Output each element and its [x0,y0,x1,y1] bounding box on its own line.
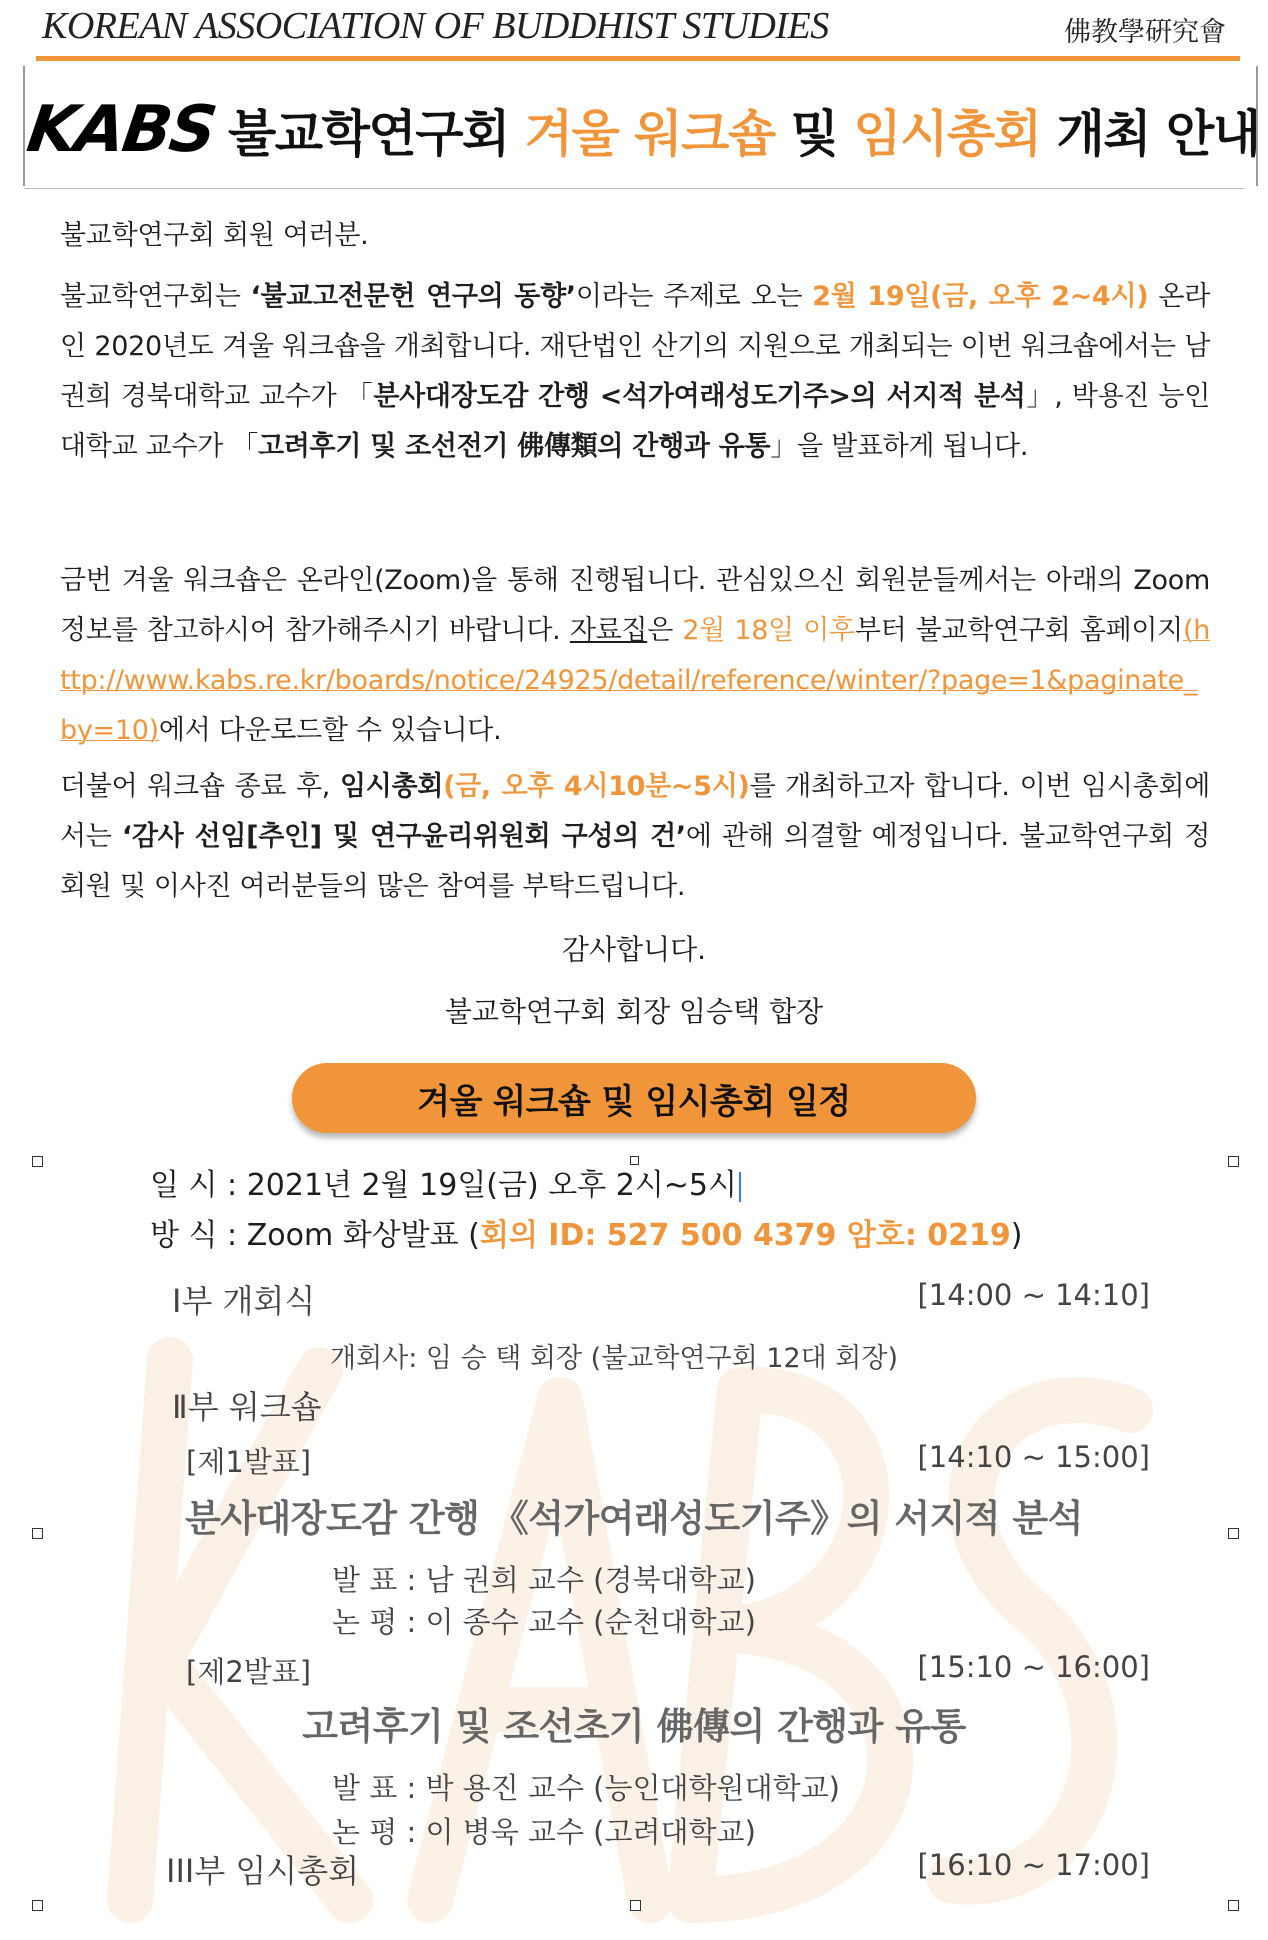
part3-time: [16:10 ~ 17:00] [917,1848,1150,1882]
p3-time: (금, 오후 4시10분~5시) [443,771,750,802]
p1-talk1-title: 분사대장도감 간행 <석가여래성도기주>의 서지적 분석 [373,381,1026,412]
schedule-heading: 겨울 워크숍 및 임시총회 일정 [292,1063,976,1133]
datetime-label: 일 시 : [150,1168,247,1203]
p3-text-c: 에 관해 의결할 예정입니다. 불교학연구회 정회원 및 이사진 여러분들의 많은 참여를 부탁드립니다. [60,821,1210,902]
talk1-title: 분사대장도감 간행 《석가여래성도기주》의 서지적 분석 [185,1497,1083,1540]
homepage-link[interactable]: (http://www.kabs.re.kr/boards/notice/24925/detail/reference/winter/?page=1&paginate_by=10) [60,615,1211,746]
part1-label: Ⅰ부 개회식 [172,1282,316,1320]
p2-text-c: 부터 불교학연구회 홈페이지 [854,615,1183,646]
method-close: ) [1010,1218,1023,1253]
p1-text-e: 」을 발표하게 됩니다. [770,431,1029,462]
selection-handle-icon[interactable] [1228,1156,1239,1167]
org-name-english: KOREAN ASSOCIATION OF BUDDHIST STUDIES [42,5,829,47]
greeting: 불교학연구회 회원 여러분. [60,220,369,251]
p1-text-d: 」, 박용진 능인대학교 교수가 「 [60,381,1210,462]
p2-text-a: 금번 겨울 워크숍은 온라인(Zoom)을 통해 진행됩니다. 관심있으신 회원분들께서는 아래의 Zoom 정보를 참고하시어 참가해주시기 바랍니다. [60,565,1210,646]
paragraph-2 [60,556,1210,756]
title-org: 불교학연구회 [228,105,509,163]
selection-handle-icon[interactable] [630,1900,641,1911]
p1-text-b: 이라는 주제로 오는 [575,281,813,312]
talk1-time: [14:10 ~ 15:00] [917,1440,1150,1474]
p2-date: 2월 18일 이후 [682,615,855,646]
p1-theme: ‘불교고전문헌 연구의 동향’ [250,281,576,312]
title-and: 및 [790,105,838,163]
schedule-datetime [150,1160,741,1204]
part2-label: Ⅱ부 워크숍 [172,1388,322,1426]
p2-materials: 자료집 [569,615,648,646]
p2-text-d: 에서 다운로드할 수 있습니다. [158,715,502,746]
header-rule [36,56,1240,61]
p3-meeting: 임시총회 [339,771,444,802]
talk1-label: [제1발표] [186,1445,312,1479]
zoom-info: 회의 ID: 527 500 4379 암호: 0219 [479,1218,1011,1253]
org-name-hanja: 佛教學硏究會 [1064,17,1226,48]
text-cursor-icon [739,1172,741,1202]
talk1-discussant: 논 평 : 이 종수 교수 (순천대학교) [332,1605,756,1639]
p1-text-a: 불교학연구회는 [60,281,251,312]
p3-text-a: 더불어 워크숍 종료 후, [60,771,340,802]
thanks: 감사합니다. [561,933,707,966]
page-title [20,90,1260,170]
talk2-title: 고려후기 및 조선초기 佛傳의 간행과 유통 [302,1705,966,1748]
p3-text-b: 를 개최하고자 합니다. 이번 임시총회에서는 [60,771,1210,852]
talk1-presenter: 발 표 : 남 권희 교수 (경북대학교) [332,1563,756,1597]
selection-handle-icon[interactable] [32,1156,43,1167]
part3-label: III부 임시총회 [166,1852,360,1890]
title-notice: 개최 안내 [1056,105,1260,163]
opening-address: 개회사: 임 승 택 회장 (불교학연구회 12대 회장) [330,1343,898,1374]
p1-text-c: 온라인 2020년도 겨울 워크숍을 개최합니다. 재단법인 산기의 지원으로 개최되는 이번 워크숍에서는 남권희 경북대학교 교수가 「 [60,281,1210,412]
selection-handle-icon[interactable] [1228,1900,1239,1911]
part1-time: [14:00 ~ 14:10] [917,1278,1150,1312]
paragraph-1 [60,272,1210,472]
schedule-method [150,1210,1022,1254]
title-meeting: 임시총회 [853,105,1041,163]
datetime-value: 2021년 2월 19일(금) 오후 2시~5시 [246,1168,737,1203]
title-text [228,94,1260,166]
kabs-logo: KABS [22,93,220,167]
talk2-presenter: 발 표 : 박 용진 교수 (능인대학원대학교) [332,1771,840,1805]
talk2-discussant: 논 평 : 이 병욱 교수 (고려대학교) [332,1815,756,1849]
title-workshop: 겨울 워크숍 [524,105,775,163]
talk2-time: [15:10 ~ 16:00] [917,1650,1150,1684]
paragraph-3 [60,762,1210,912]
p2-text-b: 은 [647,615,683,646]
p3-agenda: ‘감사 선임[추인] 및 연구윤리위원회 구성의 건’ [121,821,686,852]
talk2-label: [제2발표] [186,1655,312,1689]
header-bar [36,0,1240,58]
method-label: 방 식 : [150,1218,247,1253]
method-value: Zoom 화상발표 ( [246,1218,480,1253]
signature: 불교학연구회 회장 임승택 합장 [444,995,824,1028]
title-divider [24,188,1244,189]
selection-handle-icon[interactable] [32,1900,43,1911]
p1-date: 2월 19일(금, 오후 2~4시) [812,281,1149,312]
p1-talk2-title: 고려후기 및 조선전기 佛傳類의 간행과 유통 [257,431,771,462]
